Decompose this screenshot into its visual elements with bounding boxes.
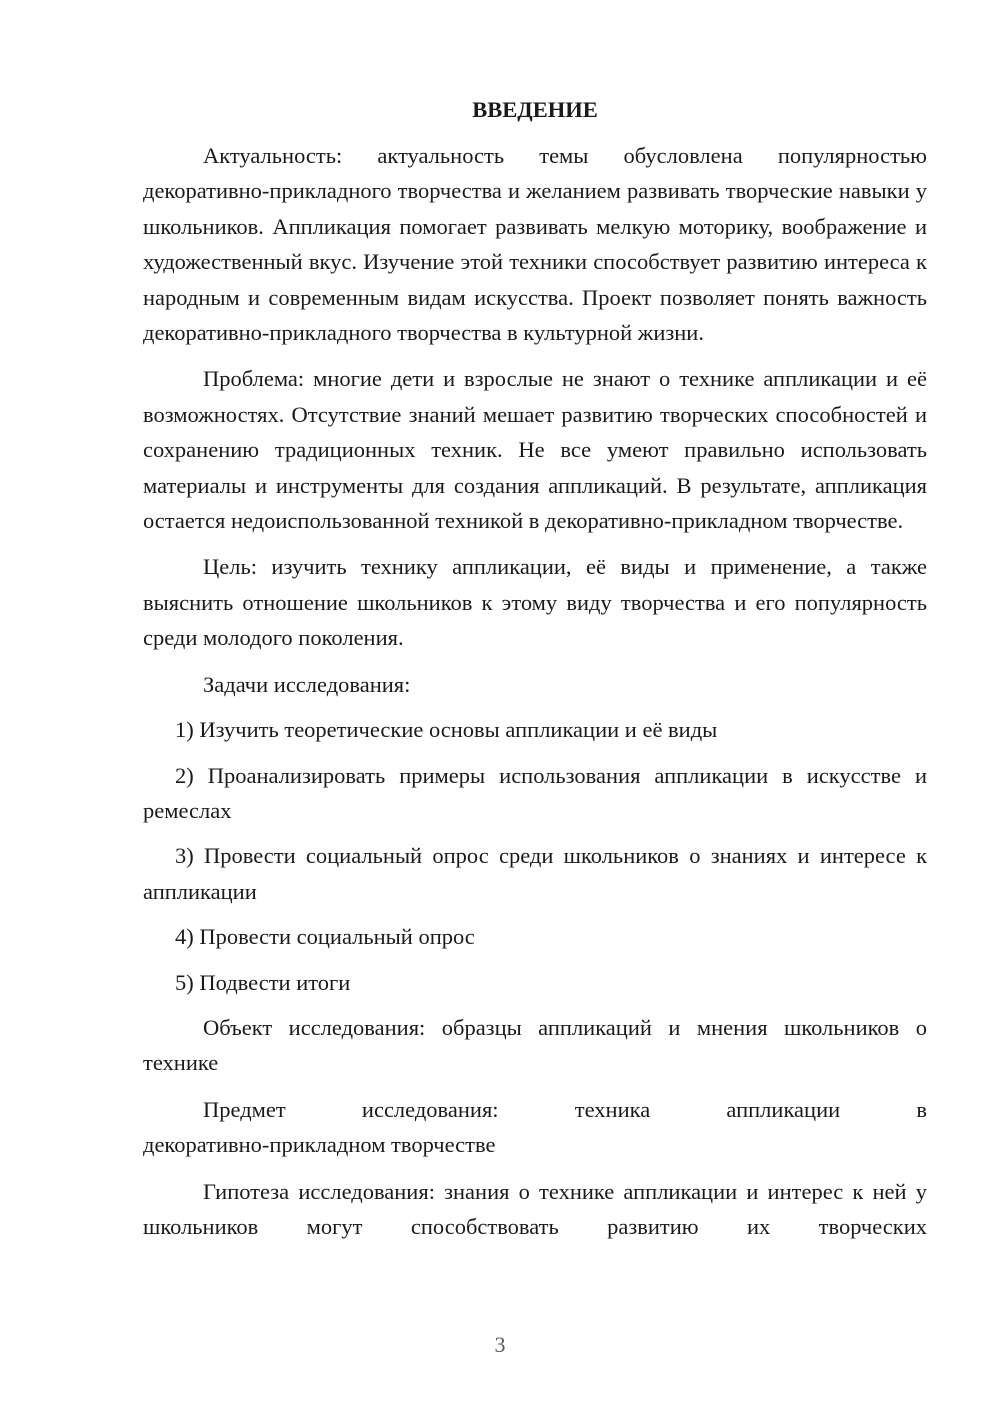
page-content [143,92,927,1244]
relevance-paragraph: Актуальность: актуальность темы обусловлена популярностью декоративно-прикладного творчества и желанием развивать творческие навыки у школьников. Аппликация помогает развивать мелкую моторику, воображение и художественный вкус. Изучение этой техники способствует развитию интереса к народным и современным видам искусства. Проект позволяет понять важность декоративно-прикладного творчества в культурной жизни. [143,143,927,346]
subject-line-2: декоративно-прикладном творчестве [143,1132,496,1158]
page-number: 3 [494,1332,506,1357]
task-item-3: 3) Провести социальный опрос среди школьников о знаниях и интересе к аппликации [143,843,927,904]
hypothesis-paragraph: Гипотеза исследования: знания о технике аппликации и интерес к ней у школьников могут способствовать развитию их творческих [143,1178,927,1239]
problem-paragraph: Проблема: многие дети и взрослые не знают о технике аппликации и её возможностях. Отсутствие знаний мешает развитию творческих способностей и сохранению традиционных техник. Не все умеют правильно использовать материалы и инструменты для создания аппликаций. В результате, аппликация остается недоиспользованной техникой в декоративно-прикладном творчестве. [143,366,927,534]
subject-line-1: Предмет исследования: техника аппликации в [203,1096,927,1122]
task-item-2: 2) Проанализировать примеры использования аппликации в искусстве и ремеслах [143,762,927,823]
goal-paragraph: Цель: изучить технику аппликации, её виды и применение, а также выяснить отношение школьников к этому виду творчества и его популярность среди молодого поколения. [143,554,927,651]
task-item-1: 1) Изучить теоретические основы аппликации и её виды [175,717,718,743]
task-item-4: 4) Провести социальный опрос [175,924,475,950]
page-title: ВВЕДЕНИЕ [472,97,598,122]
task-item-5: 5) Подвести итоги [175,969,351,995]
subject-paragraph [143,1092,927,1163]
tasks-heading: Задачи исследования: [203,671,411,697]
object-paragraph: Объект исследования: образцы аппликаций и мнения школьников о технике [143,1014,927,1076]
